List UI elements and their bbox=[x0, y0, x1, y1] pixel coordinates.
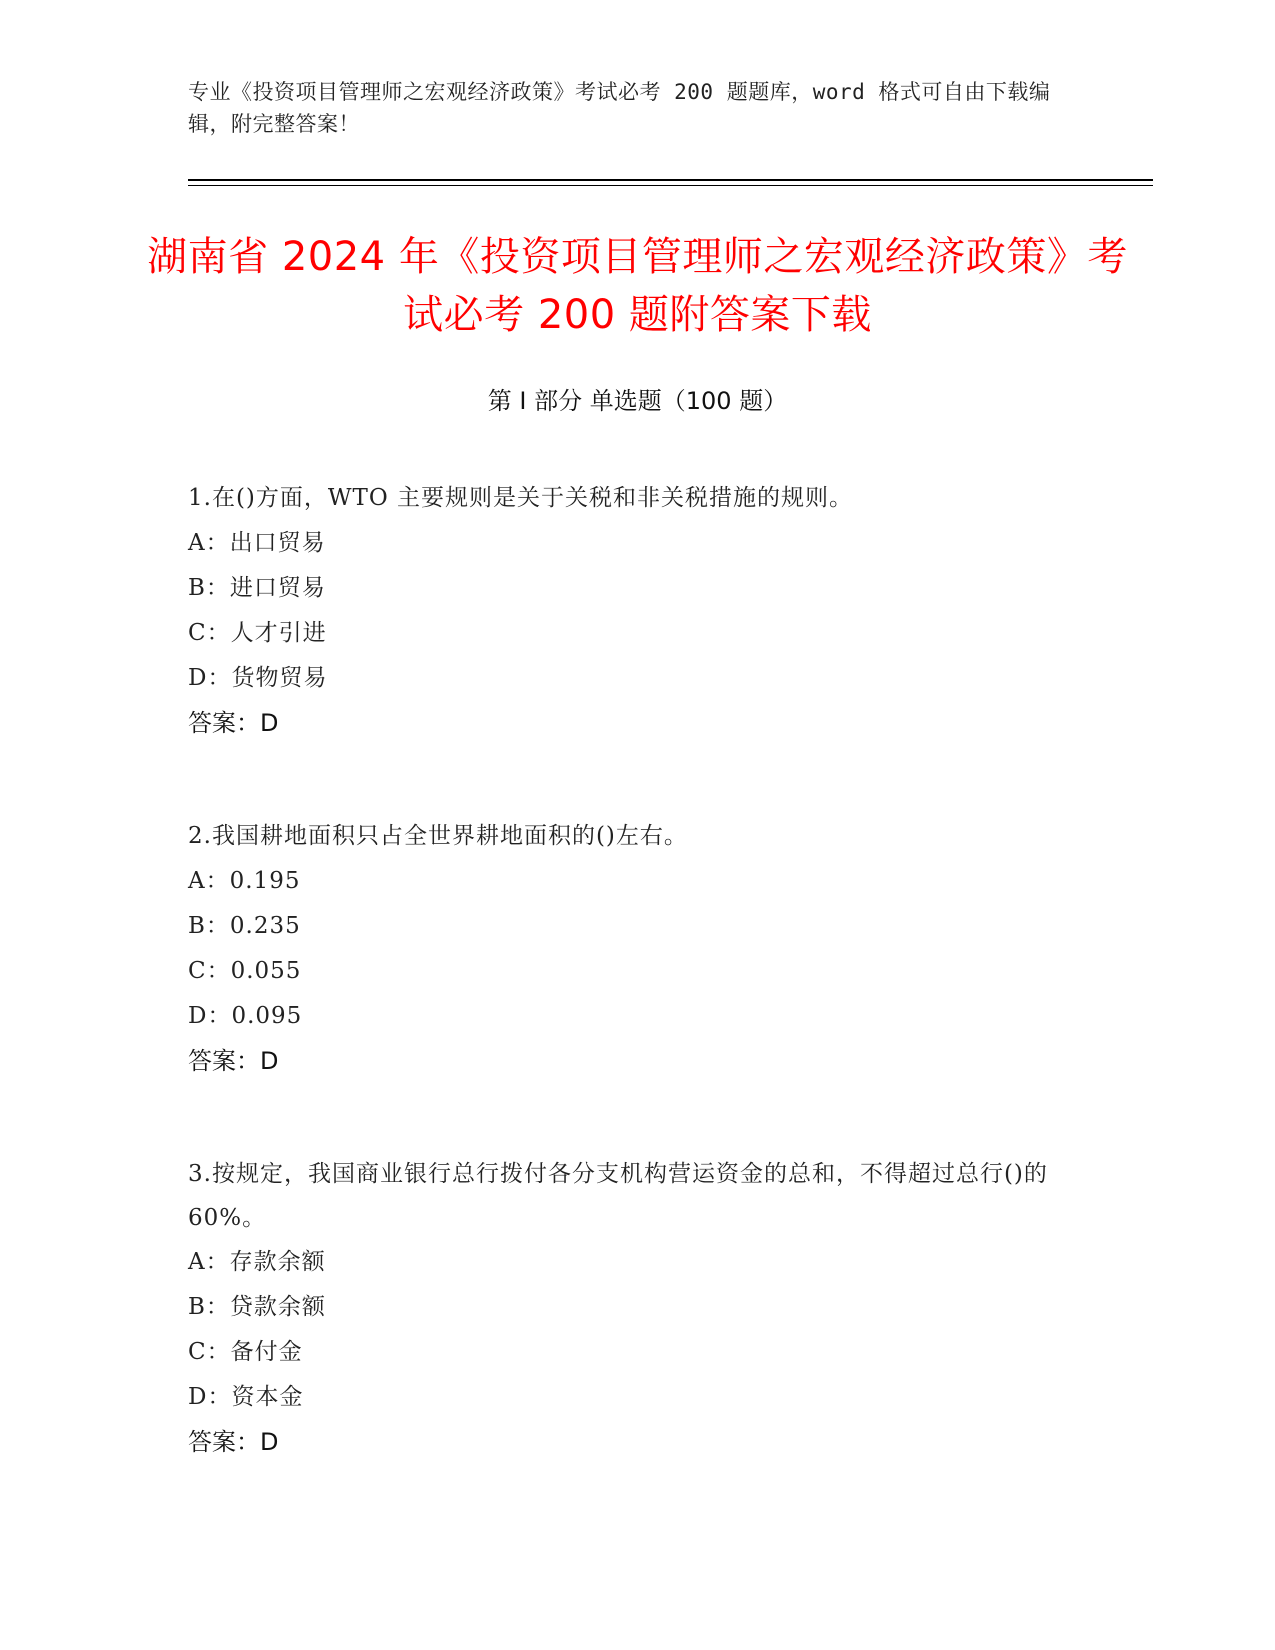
option-d: D：资本金 bbox=[188, 1384, 304, 1410]
option-a: A：0.195 bbox=[188, 868, 301, 894]
section-title: 第 I 部分 单选题（100 题） bbox=[487, 387, 788, 415]
question-list bbox=[188, 476, 1068, 1465]
question-stem: 1.在()方面，WTO 主要规则是关于关税和非关税措施的规则。 bbox=[188, 485, 854, 511]
option-d: D：货物贸易 bbox=[188, 665, 328, 691]
question-stem: 2.我国耕地面积只占全世界耕地面积的()左右。 bbox=[188, 823, 688, 849]
answer: 答案：D bbox=[188, 1047, 279, 1075]
question-1 bbox=[188, 476, 1068, 746]
header-rule-thick bbox=[188, 179, 1153, 181]
option-c: C：0.055 bbox=[188, 958, 302, 984]
header-note: 专业《投资项目管理师之宏观经济政策》考试必考 200 题题库，word 格式可自由下载编辑，附完整答案！ bbox=[188, 80, 1051, 136]
option-c: C：备付金 bbox=[188, 1339, 303, 1365]
document-title: 湖南省 2024 年《投资项目管理师之宏观经济政策》考试必考 200 题附答案下载 bbox=[147, 234, 1128, 338]
question-3 bbox=[188, 1152, 1068, 1465]
answer: 答案：D bbox=[188, 709, 279, 737]
option-b: B：贷款余额 bbox=[188, 1294, 326, 1320]
question-2 bbox=[188, 814, 1068, 1084]
header-rule-thin bbox=[188, 185, 1153, 186]
question-stem: 3.按规定，我国商业银行总行拨付各分支机构营运资金的总和，不得超过总行()的 60%。 bbox=[188, 1161, 1057, 1231]
question-spacer bbox=[188, 746, 1068, 814]
option-b: B：0.235 bbox=[188, 913, 301, 939]
question-spacer bbox=[188, 1084, 1068, 1152]
option-a: A：存款余额 bbox=[188, 1249, 326, 1275]
option-d: D：0.095 bbox=[188, 1003, 303, 1029]
option-b: B：进口贸易 bbox=[188, 575, 326, 601]
option-a: A：出口贸易 bbox=[188, 530, 326, 556]
answer: 答案：D bbox=[188, 1428, 279, 1456]
option-c: C：人才引进 bbox=[188, 620, 327, 646]
